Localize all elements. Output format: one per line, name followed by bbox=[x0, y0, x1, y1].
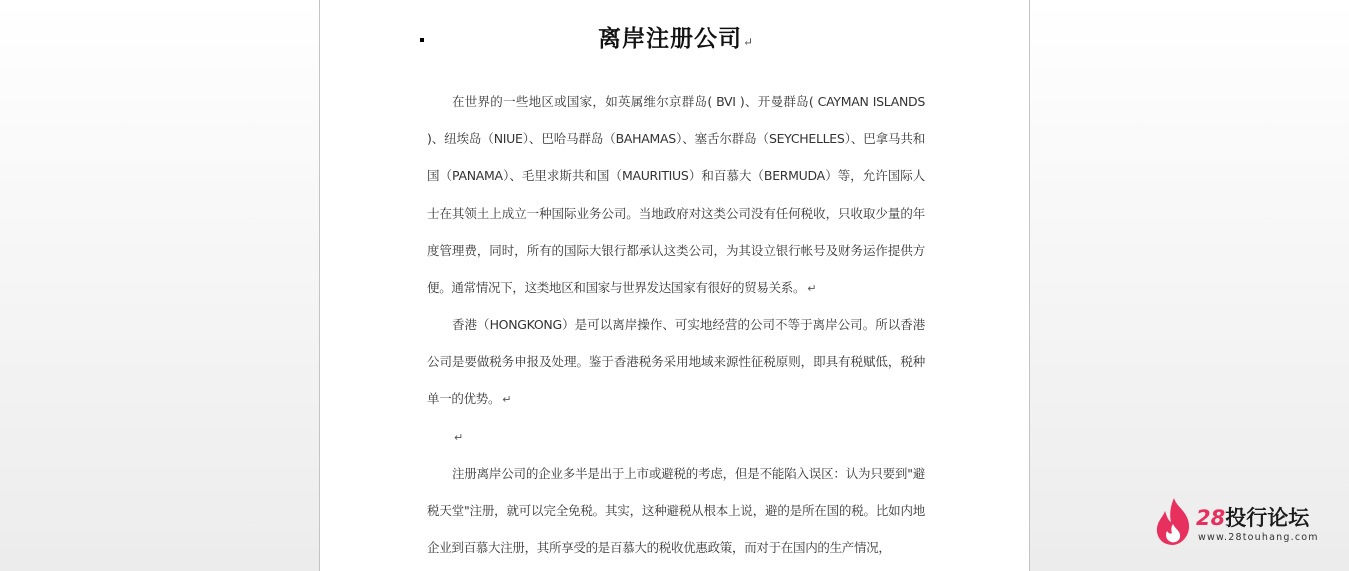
flame-icon bbox=[1154, 496, 1194, 548]
body-paragraph bbox=[427, 306, 925, 419]
logo-url: www.28touhang.com bbox=[1198, 532, 1319, 543]
logo-name: 投行论坛 bbox=[1225, 506, 1310, 530]
document-title bbox=[426, 22, 926, 59]
body-paragraph bbox=[427, 455, 925, 567]
title-text: 离岸注册公司 bbox=[597, 25, 742, 52]
watermark-logo bbox=[1154, 496, 1334, 548]
paragraph-return-icon: ↵ bbox=[454, 431, 463, 444]
paragraph-text: 注册离岸公司的企业多半是出于上市或避税的考虑，但是不能陷入误区：认为只要到"避税天堂"注册，就可以完全免税。其实，这种避税从根本上说，避的是所在国的税。比如内地企业到百慕大注册，其所享受的是百慕大的税收优惠政策，而对于在国内的生产情况， bbox=[427, 466, 925, 556]
paragraph-return-icon: ↵ bbox=[807, 282, 817, 296]
empty-paragraph bbox=[427, 418, 925, 456]
document-page[interactable] bbox=[319, 0, 1030, 571]
paragraph-return-icon: ↵ bbox=[502, 393, 512, 407]
paragraph-mark-icon bbox=[420, 38, 424, 42]
paragraph-text: 香港（HONGKONG）是可以离岸操作、可实地经营的公司不等于离岸公司。所以香港公司是要做税务申报及处理。鉴于香港税务采用地域来源性征税原则，即具有税赋低，税种单一的优势。 bbox=[427, 317, 925, 407]
paragraph-return-icon: ↵ bbox=[742, 35, 755, 49]
paragraph-text: 在世界的一些地区或国家，如英属维尔京群岛( BVI )、开曼群岛( CAYMAN ISLANDS )、纽埃岛（NIUE）、巴哈马群岛（BAHAMAS）、塞舌尔群岛（SEYCHELLES）、巴拿马共和国（PANAMA）、毛里求斯共和国（MAURITIUS）和百慕大（BERMUDA）等，允许国际人士在其领土上成立一种国际业务公司。当地政府对这类公司没有任何税收，只收取少量的年度管理费，同时，所有的国际大银行都承认这类公司，为其设立银行帐号及财务运作提供方便。通常情况下，这类地区和国家与世界发达国家有很好的贸易关系。 bbox=[427, 94, 925, 296]
body-paragraph bbox=[427, 83, 925, 307]
logo-number: 28 bbox=[1196, 506, 1226, 530]
logo-text bbox=[1196, 506, 1309, 530]
